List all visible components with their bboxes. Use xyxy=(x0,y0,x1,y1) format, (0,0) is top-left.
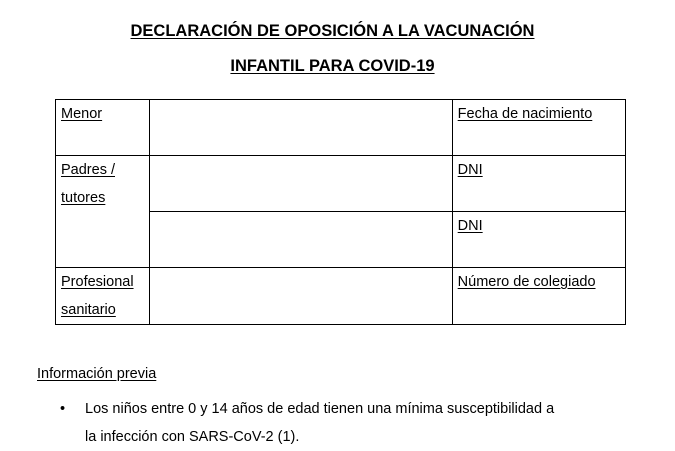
document-title-line-2: INFANTIL PARA COVID-19 xyxy=(230,57,435,75)
document-title-line-1: DECLARACIÓN DE OPOSICIÓN A LA VACUNACIÓN xyxy=(130,22,535,40)
bullet-1-line-1: Los niños entre 0 y 14 años de edad tienen una mínima susceptibilidad a xyxy=(85,401,555,417)
table-row-menor xyxy=(56,100,626,156)
bullet-1-line-2: la infección con SARS-CoV-2 (1). xyxy=(85,429,300,445)
dni-1-cell[interactable] xyxy=(452,156,625,212)
padres-label-line-1: Padres / xyxy=(61,162,115,178)
fecha-nacimiento-label: Fecha de nacimiento xyxy=(457,106,593,122)
padres-label-line-2: tutores xyxy=(61,190,106,206)
profesional-label-line-2: sanitario xyxy=(61,302,116,318)
declaration-form-table xyxy=(55,99,626,325)
table-row-padres-1 xyxy=(56,156,626,212)
profesional-field[interactable] xyxy=(150,268,453,325)
menor-label-cell xyxy=(56,100,150,156)
dni-2-cell[interactable] xyxy=(452,212,625,268)
menor-field[interactable] xyxy=(150,100,453,156)
padre-tutor-1-field[interactable] xyxy=(150,156,453,212)
padres-label-cell xyxy=(56,156,150,268)
colegiado-label: Número de colegiado xyxy=(457,274,596,290)
menor-label: Menor xyxy=(61,106,103,122)
bullet-icon: • xyxy=(60,401,66,417)
profesional-label-cell xyxy=(56,268,150,325)
profesional-label-line-1: Profesional xyxy=(61,274,134,290)
dni-1-label: DNI xyxy=(457,162,483,178)
list-item xyxy=(85,395,625,451)
colegiado-cell[interactable] xyxy=(452,268,625,325)
table-row-profesional xyxy=(56,268,626,325)
info-previa-heading: Información previa xyxy=(37,366,157,382)
fecha-nacimiento-cell[interactable] xyxy=(452,100,625,156)
padre-tutor-2-field[interactable] xyxy=(150,212,453,268)
dni-2-label: DNI xyxy=(457,218,483,234)
